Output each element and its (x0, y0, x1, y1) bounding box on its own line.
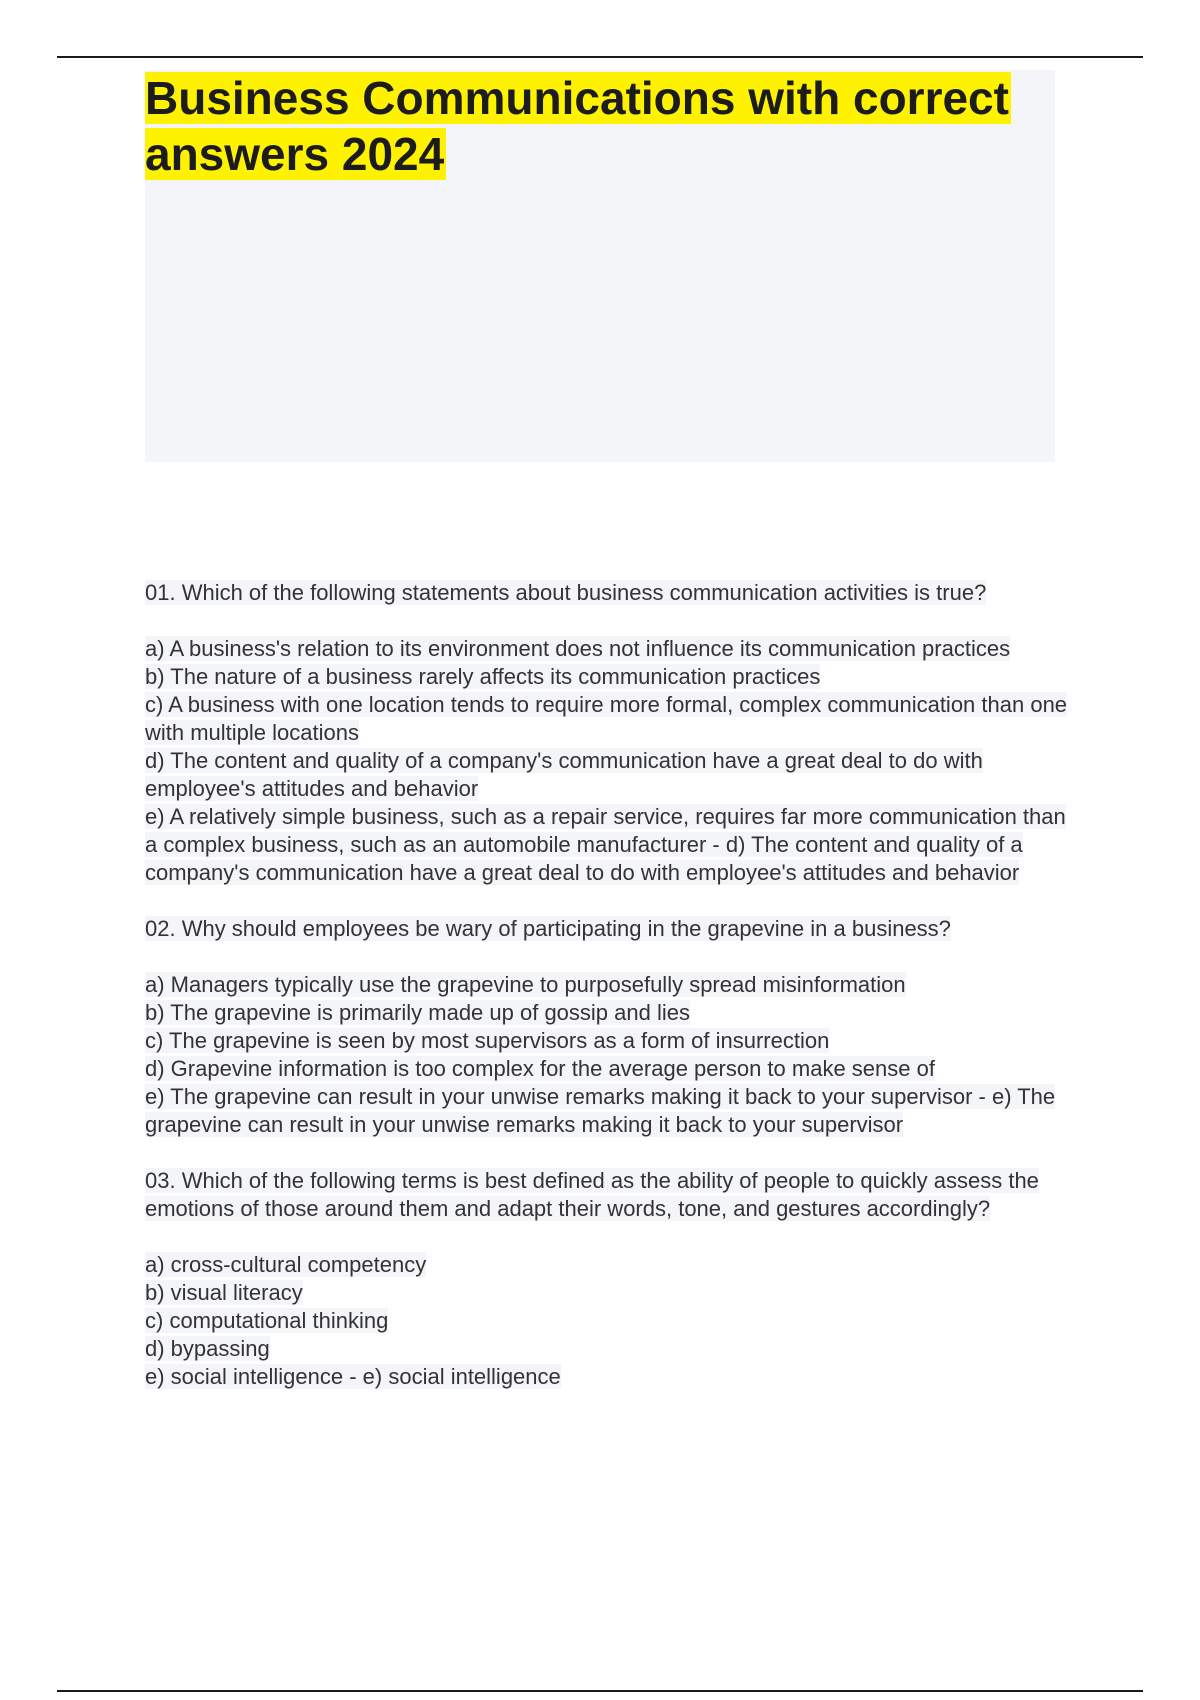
answer-option-a: a) Managers typically use the grapevine to purposefully spread misinformation (145, 972, 906, 997)
answer-option-c: c) A business with one location tends to require more formal, complex communication than one with multiple locations (145, 692, 1068, 745)
question-list (145, 579, 1075, 1419)
answer-option-c: c) The grapevine is seen by most supervisors as a form of insurrection (145, 1028, 830, 1053)
answer-option-e: e) The grapevine can result in your unwise remarks making it back to your supervisor - e) The grapevine can result in your unwise remarks making it back to your supervisor (145, 1084, 1056, 1137)
answer-options (145, 635, 1075, 887)
document-title (145, 70, 1055, 182)
answer-options (145, 971, 1075, 1139)
question-2 (145, 915, 1075, 1139)
answer-option-e: e) A relatively simple business, such as a repair service, requires far more communication than a complex business, such as an automobile manufacturer - d) The content and quality of a company's communication have a great deal to do with employee's attitudes and behavior (145, 804, 1066, 885)
title-block (145, 70, 1055, 462)
answer-option-d: d) bypassing (145, 1336, 270, 1361)
top-rule (57, 56, 1143, 58)
answer-option-b: b) visual literacy (145, 1280, 303, 1305)
answer-option-e: e) social intelligence - e) social intelligence (145, 1364, 561, 1389)
answer-option-a: a) A business's relation to its environment does not influence its communication practices (145, 636, 1011, 661)
answer-option-b: b) The grapevine is primarily made up of gossip and lies (145, 1000, 690, 1025)
question-text: 02. Why should employees be wary of participating in the grapevine in a business? (145, 916, 951, 941)
document-title-text: Business Communications with correct answers 2024 (145, 72, 1009, 180)
bottom-rule (57, 1690, 1143, 1692)
answer-option-d: d) Grapevine information is too complex for the average person to make sense of (145, 1056, 935, 1081)
answer-option-c: c) computational thinking (145, 1308, 389, 1333)
question-1 (145, 579, 1075, 887)
answer-option-b: b) The nature of a business rarely affects its communication practices (145, 664, 821, 689)
question-text: 01. Which of the following statements about business communication activities is true? (145, 580, 987, 605)
question-text: 03. Which of the following terms is best defined as the ability of people to quickly assess the emotions of those around them and adapt their words, tone, and gestures accordingly? (145, 1168, 1039, 1221)
answer-option-d: d) The content and quality of a company's communication have a great deal to do with employee's attitudes and behavior (145, 748, 983, 801)
answer-options (145, 1251, 1075, 1391)
answer-option-a: a) cross-cultural competency (145, 1252, 427, 1277)
question-3 (145, 1167, 1075, 1391)
